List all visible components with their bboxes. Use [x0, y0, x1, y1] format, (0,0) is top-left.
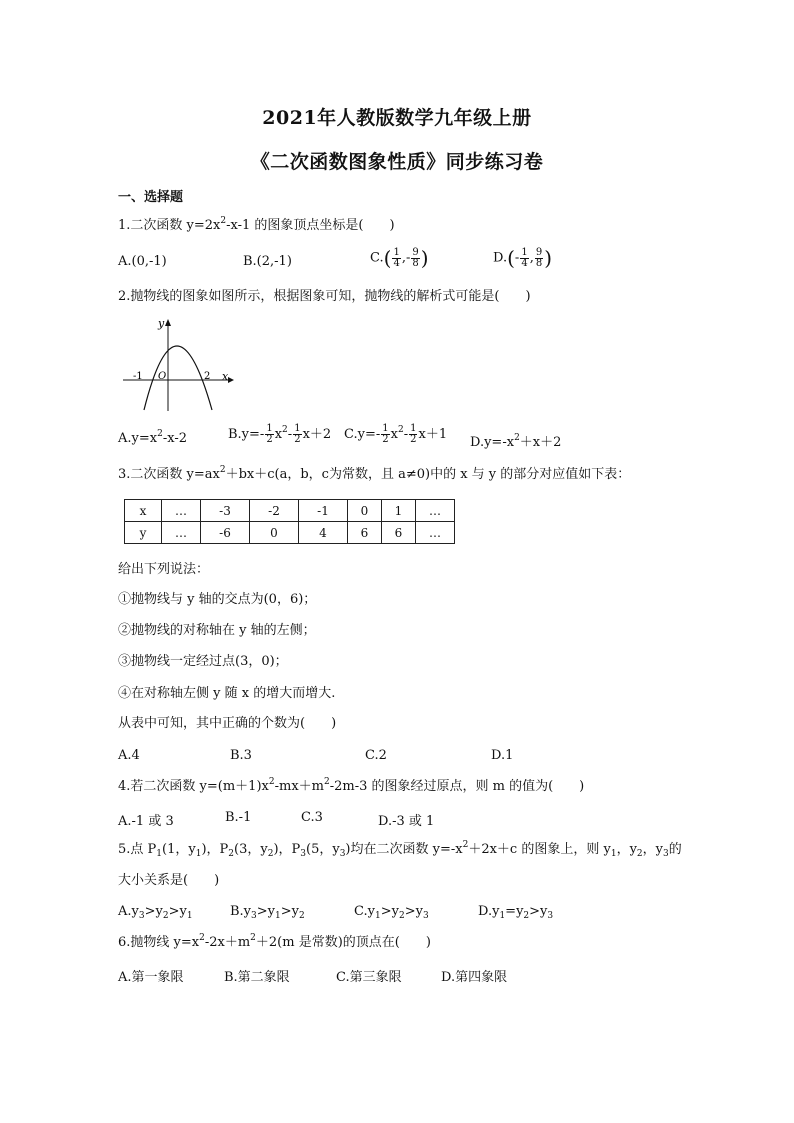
table-cell: 0 — [250, 522, 299, 544]
table-cell: … — [416, 500, 455, 522]
q3-option-a: A.4 — [118, 748, 140, 763]
q2-option-b: B.y=- $\frac{1}{2}$ $x^2-$ $\frac{1}{2}$ x＋2 — [228, 423, 332, 445]
x-axis-arrow — [228, 377, 234, 383]
q5-option-a: $A.y_3>y_2>y_1$ — [118, 904, 193, 921]
table-cell: -1 — [299, 500, 348, 522]
question-3: 3.二次函数 $y=ax^2+bx+c(a$，b，c为常数，且 a≠0)中的 x 与 y 的部分对应值如下表： — [118, 465, 631, 482]
q4-option-a: A.-1 或 3 — [118, 814, 174, 829]
table-cell: y — [125, 522, 162, 544]
q3-statement-3: ③抛物线一定经过点(3，0)； — [118, 654, 288, 669]
q3-option-c: C.2 — [365, 748, 387, 763]
q6-option-d: D.第四象限 — [441, 970, 508, 985]
table-cell: -3 — [201, 500, 250, 522]
question-6: 6.抛物线 $y=x^2-2x+m^2+2(m$ 是常数)的顶点在( ) — [118, 933, 431, 950]
y-axis-arrow — [165, 319, 171, 326]
table-cell: 1 — [382, 500, 416, 522]
q3-option-b: B.3 — [230, 748, 252, 763]
q4-option-d: D.-3 或 1 — [378, 814, 435, 829]
question-1: 1.二次函数 $y=2x^2-x-1$ 的图象顶点坐标是( ) — [118, 216, 395, 233]
q2-option-a: $A.y=x^2-x-2$ — [118, 429, 187, 446]
q4-option-c: C.3 — [301, 810, 323, 825]
table-row-x — [125, 500, 455, 522]
q5-option-c: $C.y_1>y_2>y_3$ — [354, 904, 429, 921]
q3-intro: 给出下列说法： — [118, 562, 210, 577]
q5-option-b: $B.y_3>y_1>y_2$ — [230, 904, 305, 921]
q3-ask: 从表中可知，其中正确的个数为( ) — [118, 716, 337, 731]
value-table — [124, 499, 455, 544]
question-5-line-2: 大小关系是( ) — [118, 873, 220, 888]
table-cell: -6 — [201, 522, 250, 544]
q1-option-b: B.(2,-1) — [243, 254, 292, 269]
table-cell: 6 — [348, 522, 382, 544]
table-row-y — [125, 522, 455, 544]
question-2: 2.抛物线的图象如图所示，根据图象可知，抛物线的解析式可能是( ) — [118, 289, 531, 304]
section-heading: 一、选择题 — [118, 190, 184, 205]
x-axis-label: x — [222, 370, 229, 383]
q2-option-d: $D.y=-x^2+x+2$ — [470, 433, 562, 450]
table-cell: 6 — [382, 522, 416, 544]
question-4: 4.若二次函数 $y=(m+1)x^2-mx+m^2-2m-3$ 的图象经过原点，则 m 的值为( ) — [118, 777, 585, 794]
q5-option-d: $D.y_1=y_2>y_3$ — [478, 904, 554, 921]
page-title: 2021年人教版数学九年级上册 — [262, 107, 532, 129]
page-subtitle: 《二次函数图象性质》同步练习卷 — [250, 151, 544, 173]
q1-option-d: D.(- $\frac{1}{4}$ , $\frac{9}{8}$ ) — [493, 246, 553, 270]
tick-minus-one: -1 — [133, 371, 143, 382]
q3-statement-2: ②抛物线的对称轴在 y 轴的左侧； — [118, 623, 316, 638]
table-cell: 0 — [348, 500, 382, 522]
y-axis-label: y — [158, 317, 165, 330]
q6-option-b: B.第二象限 — [224, 970, 290, 985]
q4-option-b: B.-1 — [225, 810, 252, 825]
q1-option-a: A.(0,-1) — [118, 254, 167, 269]
origin-label: O — [158, 371, 167, 382]
table-cell: 4 — [299, 522, 348, 544]
tick-two: 2 — [204, 371, 211, 382]
table-cell: … — [416, 522, 455, 544]
table-cell: x — [125, 500, 162, 522]
table-cell: -2 — [250, 500, 299, 522]
q2-option-c: C.y=- $\frac{1}{2}$ $x^2-$ $\frac{1}{2}$ x＋1 — [344, 423, 448, 445]
table-cell: … — [162, 500, 201, 522]
question-5: 5.点 $P_1(1$，$y_1$)，$P_2(3$，$y_2$)，$P_3(5$，$y_3$)均在二次函数 $y=-x^2+2x+c$ 的图象上，则 $y_1$，$y_2$，$y_3$的 — [118, 840, 682, 859]
parabola-curve — [144, 346, 212, 410]
q3-statement-1: ①抛物线与 y 轴的交点为(0，6)； — [118, 592, 317, 607]
q3-statement-4: ④在对称轴左侧 y 随 x 的增大而增大. — [118, 686, 336, 701]
parabola-graph — [118, 314, 238, 414]
q1-option-c: C.( $\frac{1}{4}$ ,- $\frac{9}{8}$ ) — [370, 246, 429, 270]
q3-option-d: D.1 — [491, 748, 514, 763]
table-cell: … — [162, 522, 201, 544]
q6-option-a: A.第一象限 — [118, 970, 184, 985]
q6-option-c: C.第三象限 — [336, 970, 402, 985]
